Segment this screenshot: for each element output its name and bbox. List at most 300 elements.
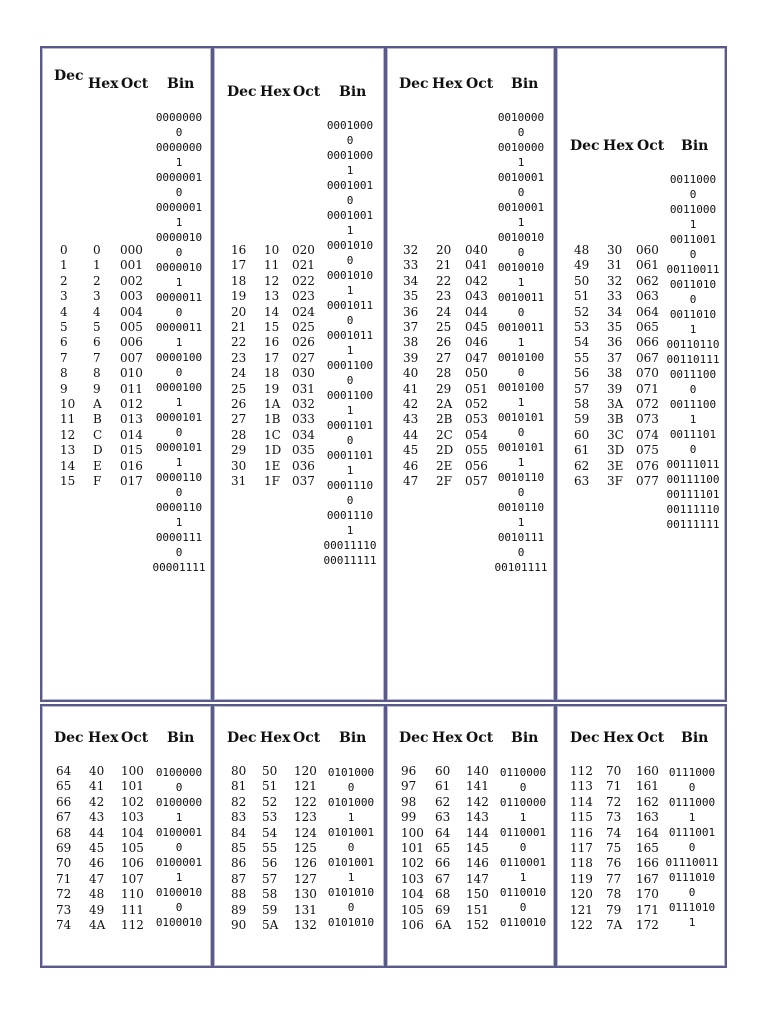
hex-cell: 15 (264, 320, 280, 335)
bin-cell: 1 (175, 811, 183, 824)
bin-cell: 0101010 (327, 886, 375, 899)
hex-cell: 45 (89, 841, 105, 856)
header-bin: Bin (511, 730, 539, 746)
dec-cell: 100 (401, 825, 424, 840)
hex-cell: 40 (89, 764, 105, 778)
dec-column (403, 243, 418, 490)
oct-cell: 076 (636, 458, 659, 473)
bin-cell: 1 (689, 323, 697, 336)
oct-cell: 104 (121, 825, 144, 840)
dec-cell: 88 (231, 887, 247, 902)
oct-cell: 161 (636, 779, 659, 794)
bin-cell: 0000100 (155, 381, 203, 394)
hex-cell: 30 (607, 243, 623, 257)
oct-cell: 027 (292, 350, 315, 365)
dec-cell: 18 (231, 273, 247, 288)
hex-cell: 65 (435, 841, 451, 856)
bin-cell: 00001111 (152, 561, 206, 574)
oct-cell: 075 (636, 443, 659, 458)
bin-cell: 1 (689, 218, 697, 231)
hex-cell: 19 (264, 381, 280, 396)
hex-column (262, 764, 278, 933)
dec-cell: 114 (570, 794, 593, 809)
dec-cell: 68 (56, 825, 72, 840)
bin-cell: 0 (688, 886, 696, 899)
hex-cell: 1E (264, 458, 281, 473)
oct-column (294, 764, 317, 933)
dec-cell: 57 (574, 381, 590, 396)
bin-cell: 0000011 (155, 321, 203, 334)
dec-cell: 55 (574, 350, 590, 365)
bin-cell: 0000001 (155, 201, 203, 214)
hex-cell: F (93, 474, 102, 489)
dec-cell: 56 (574, 366, 590, 381)
bin-cell: 0010000 (497, 111, 545, 124)
hex-column (606, 764, 622, 933)
oct-cell: 064 (636, 304, 659, 319)
hex-cell: 29 (436, 381, 452, 396)
hex-cell: 3D (607, 443, 625, 458)
bin-cell: 0001010 (326, 239, 374, 252)
bin-cell: 0 (519, 901, 527, 914)
hex-cell: 2E (436, 458, 453, 473)
dec-cell: 0 (60, 243, 68, 257)
header-hex: Hex (88, 730, 119, 746)
dec-cell: 5 (60, 320, 68, 335)
dec-cell: 96 (401, 764, 417, 778)
dec-cell: 80 (231, 764, 247, 778)
bin-cell: 0001011 (326, 299, 374, 312)
hex-cell: 38 (607, 366, 623, 381)
oct-cell: 152 (466, 918, 489, 933)
header-oct: Oct (466, 730, 494, 746)
dec-cell: 38 (403, 335, 419, 350)
hex-column (89, 764, 105, 933)
hex-cell: 52 (262, 794, 278, 809)
dec-cell: 65 (56, 779, 72, 794)
oct-cell: 165 (636, 841, 659, 856)
oct-cell: 167 (636, 871, 659, 886)
header-hex: Hex (260, 84, 291, 100)
oct-cell: 033 (292, 412, 315, 427)
bin-cell: 0 (347, 841, 355, 854)
hex-cell: 36 (607, 335, 623, 350)
bin-cell: 0010010 (497, 261, 545, 274)
hex-cell: 22 (436, 273, 452, 288)
dec-cell: 58 (574, 397, 590, 412)
bin-column (494, 765, 552, 930)
dec-cell: 21 (231, 320, 247, 335)
hex-cell: 60 (435, 764, 451, 778)
dec-cell: 53 (574, 320, 590, 335)
bin-cell: 0010110 (497, 501, 545, 514)
hex-cell: 12 (264, 273, 280, 288)
hex-cell: 1B (264, 412, 281, 427)
bin-cell: 0 (517, 486, 525, 499)
header-oct: Oct (121, 76, 149, 92)
hex-cell: 3A (607, 397, 624, 412)
dec-cell: 71 (56, 871, 72, 886)
bin-cell: 0011000 (669, 203, 717, 216)
hex-cell: 10 (264, 243, 280, 257)
hex-cell: 46 (89, 856, 105, 871)
hex-cell: 16 (264, 335, 280, 350)
hex-cell: 57 (262, 871, 278, 886)
dec-cell: 12 (60, 427, 76, 442)
oct-cell: 067 (636, 350, 659, 365)
dec-cell: 11 (60, 412, 76, 427)
oct-cell: 042 (465, 273, 488, 288)
oct-cell: 051 (465, 381, 488, 396)
hex-column (93, 243, 103, 490)
bin-cell: 0000011 (155, 291, 203, 304)
bin-cell: 0001001 (326, 209, 374, 222)
hex-cell: 3F (607, 474, 623, 489)
bin-column (663, 765, 721, 930)
bin-column (661, 172, 725, 532)
bin-cell: 0001100 (326, 389, 374, 402)
bin-cell: 0010001 (497, 171, 545, 184)
hex-cell: 23 (436, 289, 452, 304)
oct-cell: 072 (636, 397, 659, 412)
dec-cell: 117 (570, 841, 593, 856)
oct-cell: 142 (466, 794, 489, 809)
hex-cell: 3 (93, 289, 101, 304)
bin-cell: 0011010 (669, 308, 717, 321)
oct-cell: 121 (294, 779, 317, 794)
dec-cell: 120 (570, 887, 593, 902)
bin-cell: 1 (175, 516, 183, 529)
header-hex: Hex (432, 730, 463, 746)
hex-cell: 64 (435, 825, 451, 840)
bin-cell: 0101000 (327, 796, 375, 809)
hex-cell: 35 (607, 320, 623, 335)
header-dec: Dec (570, 730, 600, 746)
dec-cell: 73 (56, 902, 72, 917)
header-hex: Hex (88, 76, 119, 92)
bin-cell: 00111011 (666, 458, 720, 471)
dec-column (231, 764, 246, 933)
hex-cell: 34 (607, 304, 623, 319)
hex-cell: 43 (89, 810, 105, 825)
bin-cell: 0011101 (669, 428, 717, 441)
oct-cell: 170 (636, 887, 659, 902)
oct-cell: 060 (636, 243, 659, 257)
dec-cell: 97 (401, 779, 417, 794)
bin-cell: 0010101 (497, 441, 545, 454)
dec-cell: 37 (403, 320, 419, 335)
bin-cell: 0 (519, 781, 527, 794)
dec-cell: 45 (403, 443, 419, 458)
hex-cell: E (93, 458, 102, 473)
hex-cell: 1C (264, 427, 281, 442)
bin-cell: 0 (346, 314, 354, 327)
bin-cell: 0 (517, 306, 525, 319)
dec-cell: 62 (574, 458, 590, 473)
oct-cell: 000 (120, 243, 143, 257)
header-dec: Dec (227, 730, 257, 746)
bin-cell: 0001101 (326, 449, 374, 462)
bin-cell: 0110010 (499, 886, 547, 899)
dec-cell: 63 (574, 474, 590, 489)
oct-cell: 020 (292, 243, 315, 257)
bin-column (318, 118, 382, 568)
bin-cell: 0000010 (155, 231, 203, 244)
bin-cell: 01110011 (665, 856, 719, 869)
bin-cell: 0011100 (669, 398, 717, 411)
hex-cell: 77 (606, 871, 622, 886)
hex-cell: 6 (93, 335, 101, 350)
bin-cell: 0100001 (155, 856, 203, 869)
bin-cell: 0000010 (155, 261, 203, 274)
oct-cell: 034 (292, 427, 315, 442)
dec-cell: 54 (574, 335, 590, 350)
bin-cell: 0100001 (155, 826, 203, 839)
hex-cell: 53 (262, 810, 278, 825)
oct-cell: 070 (636, 366, 659, 381)
dec-column (60, 243, 75, 490)
oct-cell: 054 (465, 427, 488, 442)
bin-cell: 0011001 (669, 233, 717, 246)
oct-cell: 124 (294, 825, 317, 840)
oct-cell: 036 (292, 458, 315, 473)
hex-cell: 1D (264, 443, 282, 458)
bin-cell: 0011100 (669, 368, 717, 381)
bin-cell: 0 (175, 366, 183, 379)
oct-cell: 140 (466, 764, 489, 778)
oct-cell: 063 (636, 289, 659, 304)
dec-cell: 33 (403, 258, 419, 273)
hex-cell: 14 (264, 304, 280, 319)
dec-cell: 4 (60, 304, 68, 319)
bin-cell: 0001100 (326, 359, 374, 372)
oct-cell: 146 (466, 856, 489, 871)
oct-cell: 052 (465, 397, 488, 412)
hex-cell: 2 (93, 273, 101, 288)
hex-cell: 32 (607, 273, 623, 288)
bin-cell: 0 (346, 374, 354, 387)
bin-cell: 1 (517, 456, 525, 469)
hex-cell: 17 (264, 350, 280, 365)
bin-column (491, 110, 551, 575)
bin-cell: 0 (689, 188, 697, 201)
dec-cell: 74 (56, 918, 72, 933)
bin-cell: 1 (346, 464, 354, 477)
hex-cell: 8 (93, 366, 101, 381)
bin-cell: 0001011 (326, 329, 374, 342)
dec-cell: 48 (574, 243, 590, 257)
header-hex: Hex (260, 730, 291, 746)
bin-cell: 0000001 (155, 171, 203, 184)
oct-cell: 025 (292, 320, 315, 335)
bin-cell: 0010101 (497, 411, 545, 424)
dec-cell: 27 (231, 412, 247, 427)
hex-cell: 70 (606, 764, 622, 778)
bin-cell: 1 (517, 396, 525, 409)
dec-cell: 98 (401, 794, 417, 809)
bin-cell: 00111110 (666, 503, 720, 516)
dec-cell: 43 (403, 412, 419, 427)
hex-cell: 3C (607, 427, 624, 442)
hex-cell: 9 (93, 381, 101, 396)
bin-cell: 0000110 (155, 501, 203, 514)
oct-cell: 014 (120, 427, 143, 442)
oct-cell: 122 (294, 794, 317, 809)
header-dec: Dec (54, 68, 84, 84)
oct-cell: 047 (465, 350, 488, 365)
bin-cell: 0 (689, 443, 697, 456)
oct-cell: 162 (636, 794, 659, 809)
hex-cell: 72 (606, 794, 622, 809)
dec-cell: 60 (574, 427, 590, 442)
oct-cell: 004 (120, 304, 143, 319)
bin-cell: 00011111 (323, 554, 377, 567)
oct-cell: 112 (121, 918, 144, 933)
dec-cell: 105 (401, 902, 424, 917)
header-hex: Hex (603, 138, 634, 154)
bin-cell: 0100000 (155, 766, 203, 779)
dec-cell: 103 (401, 871, 424, 886)
dec-cell: 32 (403, 243, 419, 257)
bin-cell: 0 (688, 781, 696, 794)
oct-cell: 045 (465, 320, 488, 335)
bin-cell: 0101001 (327, 856, 375, 869)
oct-cell: 120 (294, 764, 317, 778)
hex-cell: 66 (435, 856, 451, 871)
hex-cell: 3E (607, 458, 624, 473)
hex-cell: 75 (606, 841, 622, 856)
bin-cell: 0 (689, 383, 697, 396)
oct-cell: 002 (120, 273, 143, 288)
bin-cell: 1 (519, 811, 527, 824)
dec-cell: 122 (570, 918, 593, 933)
dec-cell: 13 (60, 443, 76, 458)
bin-cell: 0010011 (497, 291, 545, 304)
dec-cell: 52 (574, 304, 590, 319)
dec-cell: 44 (403, 427, 419, 442)
hex-cell: 63 (435, 810, 451, 825)
oct-cell: 125 (294, 841, 317, 856)
bin-cell: 0 (517, 366, 525, 379)
header-oct: Oct (637, 138, 665, 154)
hex-cell: 69 (435, 902, 451, 917)
dec-cell: 36 (403, 304, 419, 319)
hex-cell: 62 (435, 794, 451, 809)
dec-cell: 41 (403, 381, 419, 396)
bin-cell: 0 (175, 126, 183, 139)
bin-cell: 1 (517, 156, 525, 169)
dec-cell: 8 (60, 366, 68, 381)
bin-cell: 1 (346, 164, 354, 177)
bin-cell: 0001101 (326, 419, 374, 432)
bin-cell: 0110000 (499, 796, 547, 809)
dec-cell: 70 (56, 856, 72, 871)
dec-cell: 2 (60, 273, 68, 288)
dec-cell: 46 (403, 458, 419, 473)
oct-column (636, 243, 659, 490)
bin-cell: 0 (517, 546, 525, 559)
dec-cell: 121 (570, 902, 593, 917)
hex-cell: 5 (93, 320, 101, 335)
oct-cell: 035 (292, 443, 315, 458)
oct-cell: 103 (121, 810, 144, 825)
dec-cell: 61 (574, 443, 590, 458)
bin-cell: 1 (517, 516, 525, 529)
bin-cell: 0000000 (155, 111, 203, 124)
hex-cell: 39 (607, 381, 623, 396)
oct-cell: 172 (636, 918, 659, 933)
bin-cell: 1 (175, 156, 183, 169)
dec-cell: 19 (231, 289, 247, 304)
bin-cell: 1 (689, 413, 697, 426)
oct-cell: 111 (121, 902, 144, 917)
oct-cell: 127 (294, 871, 317, 886)
oct-cell: 074 (636, 427, 659, 442)
oct-cell: 024 (292, 304, 315, 319)
hex-cell: 24 (436, 304, 452, 319)
hex-cell: 48 (89, 887, 105, 902)
hex-cell: C (93, 427, 103, 442)
dec-cell: 14 (60, 458, 76, 473)
header-bin: Bin (167, 730, 195, 746)
bin-cell: 0011000 (669, 173, 717, 186)
bin-cell: 0101001 (327, 826, 375, 839)
oct-cell: 110 (121, 887, 144, 902)
oct-cell: 057 (465, 474, 488, 489)
bin-cell: 0011010 (669, 278, 717, 291)
bin-cell: 0001110 (326, 479, 374, 492)
hex-cell: 74 (606, 825, 622, 840)
bin-cell: 0 (517, 186, 525, 199)
dec-cell: 25 (231, 381, 247, 396)
hex-cell: 76 (606, 856, 622, 871)
hex-cell: B (93, 412, 102, 427)
header-dec: Dec (227, 84, 257, 100)
oct-cell: 164 (636, 825, 659, 840)
oct-cell: 015 (120, 443, 143, 458)
hex-column (607, 243, 624, 490)
hex-cell: 49 (89, 902, 105, 917)
oct-cell: 126 (294, 856, 317, 871)
dec-cell: 86 (231, 856, 247, 871)
oct-cell: 017 (120, 474, 143, 489)
bin-cell: 0001110 (326, 509, 374, 522)
oct-cell: 061 (636, 258, 659, 273)
oct-cell: 040 (465, 243, 488, 257)
oct-cell: 011 (120, 381, 143, 396)
hex-cell: 51 (262, 779, 278, 794)
bin-cell: 0 (347, 901, 355, 914)
oct-cell: 073 (636, 412, 659, 427)
bin-cell: 0 (175, 426, 183, 439)
hex-cell: 6A (435, 918, 452, 933)
hex-cell: 79 (606, 902, 622, 917)
dec-cell: 84 (231, 825, 247, 840)
oct-cell: 107 (121, 871, 144, 886)
hex-cell: 44 (89, 825, 105, 840)
bin-cell: 00101111 (494, 561, 548, 574)
bin-cell: 0000101 (155, 441, 203, 454)
header-bin: Bin (511, 76, 539, 92)
bin-cell: 1 (519, 871, 527, 884)
bin-cell: 0001001 (326, 179, 374, 192)
oct-cell: 016 (120, 458, 143, 473)
hex-cell: 31 (607, 258, 623, 273)
dec-cell: 9 (60, 381, 68, 396)
bin-column (150, 765, 208, 930)
bin-cell: 1 (346, 224, 354, 237)
oct-column (292, 243, 315, 490)
